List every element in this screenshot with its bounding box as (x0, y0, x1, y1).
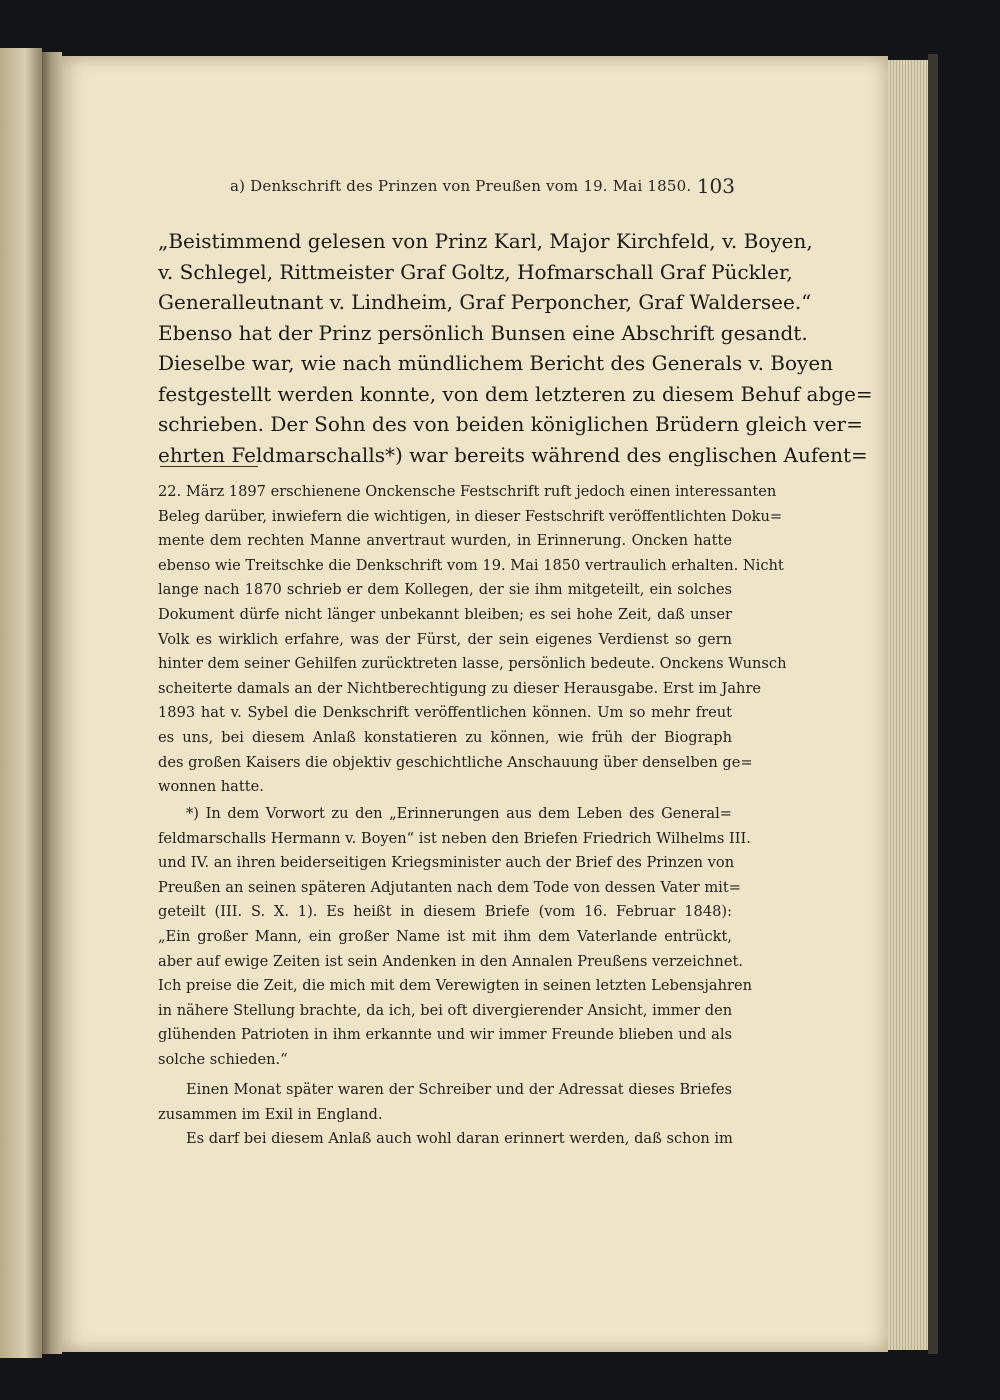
main-text (158, 226, 873, 470)
footnote-line: Ich preise die Zeit, die mich mit dem Verewigten in seinen letzten Lebensjahren (158, 977, 752, 995)
main-text-line: „Beistimmend gelesen von Prinz Karl, Major Kirchfeld, v. Boyen, (158, 229, 813, 253)
footnote-line: Preußen an seinen späteren Adjutanten nach dem Tode von dessen Vater mit= (158, 878, 741, 896)
running-head-title: a) Denkschrift des Prinzen von Preußen vom 19. Mai 1850. (230, 177, 692, 195)
footnote-line: 1893 hat v. Sybel die Denkschrift veröffentlichen können. Um so mehr freut (158, 704, 732, 722)
main-text-line: Ebenso hat der Prinz persönlich Bunsen eine Abschrift gesandt. (158, 320, 808, 345)
footnote-continued (158, 480, 787, 800)
main-text-line: v. Schlegel, Rittmeister Graf Goltz, Hofmarschall Graf Pückler, (158, 259, 793, 284)
main-text-line: schrieben. Der Sohn des von beiden königlichen Brüdern gleich ver= (158, 412, 863, 436)
main-text-line: ehrten Feldmarschalls*) war bereits während des englischen Aufent= (158, 442, 868, 467)
footnote-line: aber auf ewige Zeiten ist sein Andenken in den Annalen Preußens verzeichnet. (158, 952, 743, 970)
footnote-line: wonnen hatte. (158, 778, 264, 796)
footnote-line: zusammen im Exil in England. (158, 1105, 383, 1123)
footnote-line: 22. März 1897 erschienene Onckensche Festschrift ruft jedoch einen interessanten (158, 483, 777, 500)
footnote-line: und IV. an ihren beiderseitigen Kriegsminister auch der Brief des Prinzen von (158, 854, 735, 872)
footnote-line: Dokument dürfe nicht länger unbekannt bleiben; es sei hohe Zeit, daß unser (158, 605, 732, 623)
book-cover-edge (928, 54, 938, 1354)
footnote-star (158, 802, 752, 1073)
footnote-line: „Ein großer Mann, ein großer Name ist mit ihm dem Vaterlande entrückt, (158, 927, 732, 945)
main-text-line: Generalleutnant v. Lindheim, Graf Perponcher, Graf Waldersee.“ (158, 290, 812, 314)
running-head (230, 174, 735, 198)
page-number: 103 (696, 174, 735, 198)
footnote-line: mente dem rechten Manne anvertraut wurden, in Erinnerung. Oncken hatte (158, 532, 732, 550)
left-page-edge (0, 48, 42, 1358)
footnote-separator (160, 466, 258, 467)
footnote-line: feldmarschalls Hermann v. Boyen“ ist neben den Briefen Friedrich Wilhelms III. (158, 829, 751, 847)
footnote-line: solche schieden.“ (158, 1050, 288, 1068)
footnote-line: in nähere Stellung brachte, da ich, bei oft divergierender Ansicht, immer den (158, 1001, 733, 1019)
footnote-line: ebenso wie Treitschke die Denkschrift vom 19. Mai 1850 vertraulich erhalten. Nicht (158, 556, 784, 574)
footnote-line: Volk es wirklich erfahre, was der Fürst, der sein eigenes Verdienst so gern (158, 630, 732, 648)
main-text-line: festgestellt werden konnte, von dem letzteren zu diesem Behuf abge= (158, 381, 873, 406)
footnote-line: glühenden Patrioten in ihm erkannte und wir immer Freunde blieben und als (158, 1026, 732, 1044)
footnote-line: geteilt (III. S. X. 1). Es heißt in diesem Briefe (vom 16. Februar 1848): (158, 903, 732, 921)
page-stack-edges (888, 60, 928, 1350)
footnote-line: hinter dem seiner Gehilfen zurücktreten lasse, persönlich bedeute. Onckens Wunsch (158, 655, 787, 673)
footnote-line: *) In dem Vorwort zu den „Erinnerungen aus dem Leben des General= (186, 805, 732, 822)
footnote-line: des großen Kaisers die objektiv geschichtliche Anschauung über denselben ge= (158, 753, 753, 771)
footnote-line: scheiterte damals an der Nichtberechtigung zu dieser Herausgabe. Erst im Jahre (158, 679, 762, 697)
footnote-line: lange nach 1870 schrieb er dem Kollegen, der sie ihm mitgeteilt, ein solches (158, 581, 732, 599)
footnote-paragraph (158, 1078, 732, 1127)
footnote-paragraph (158, 1127, 732, 1152)
main-text-line: Dieselbe war, wie nach mündlichem Bericht des Generals v. Boyen (158, 351, 834, 375)
footnote-line: es uns, bei diesem Anlaß konstatieren zu können, wie früh der Biograph (158, 728, 732, 746)
footnote-line: Einen Monat später waren der Schreiber und der Adressat dieses Briefes (186, 1081, 732, 1098)
footnote-line: Beleg darüber, inwiefern die wichtigen, in dieser Festschrift veröffentlichten Doku= (158, 507, 783, 525)
footnote-line: Es darf bei diesem Anlaß auch wohl daran erinnert werden, daß schon im (186, 1130, 733, 1147)
book-gutter (42, 52, 62, 1354)
